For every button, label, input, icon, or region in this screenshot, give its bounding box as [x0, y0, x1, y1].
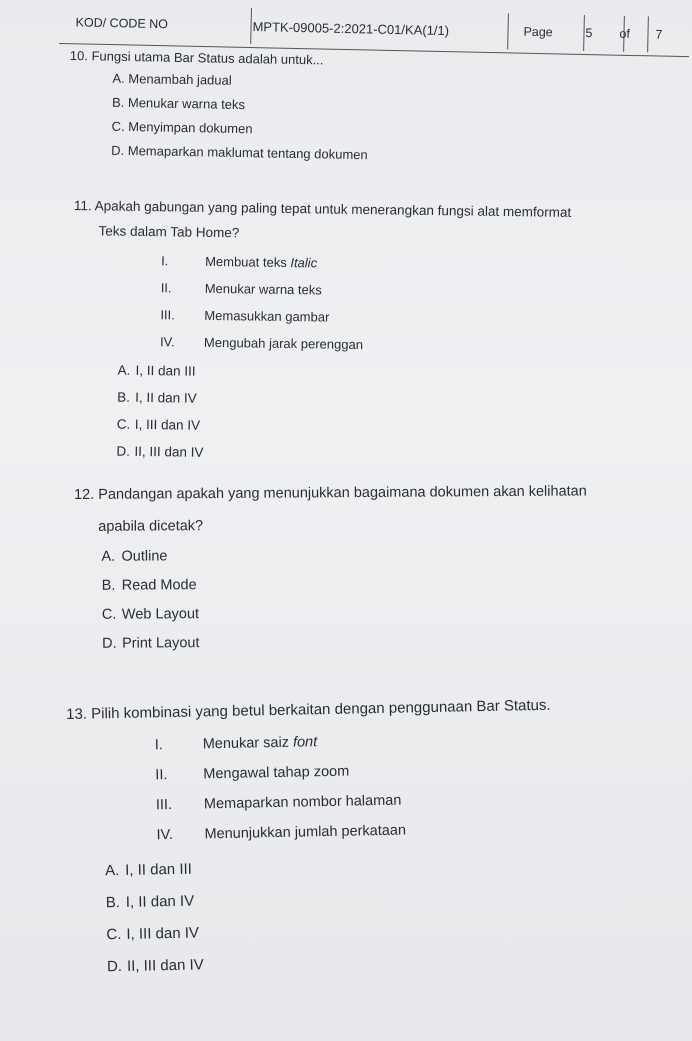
option-letter: B.: [105, 894, 121, 912]
statement-text: Membuat teks: [205, 253, 287, 270]
option-letter: B.: [101, 577, 116, 594]
option-text: Web Layout: [121, 606, 200, 623]
code-label-cell: [59, 4, 252, 44]
question-11-option-b: [117, 390, 569, 411]
option-letter: D.: [102, 635, 117, 652]
question-13-option-c: [106, 918, 555, 944]
question-11-statement-1: [161, 253, 571, 274]
statement-text: Mengubah jarak perenggan: [203, 334, 364, 353]
option-text: II, III dan IV: [134, 443, 204, 460]
question-12-stem-line2: apabila dicetak?: [98, 518, 204, 535]
option-letter: C.: [106, 925, 122, 944]
statement-text: Menukar saiz: [202, 734, 290, 753]
option-text: I, III dan IV: [134, 416, 201, 433]
statement-num: IV.: [159, 334, 175, 350]
question-12-stem-line1: 12. Pandangan apakah yang menunjukkan bagaimana dokumen akan kelihatan: [74, 483, 587, 503]
statement-num: I.: [154, 737, 163, 754]
question-12-option-b: [102, 574, 588, 593]
option-text: Outline: [121, 548, 168, 565]
question-11-stem-line2: Teks dalam Tab Home?: [98, 223, 240, 241]
page-current: 5: [585, 26, 593, 41]
question-12-option-a: [101, 545, 587, 564]
statement-text: Menukar warna teks: [204, 280, 322, 298]
option-letter: C.: [116, 416, 131, 432]
question-12-option-d: [102, 632, 588, 651]
statement-text: Memaparkan nombor halaman: [203, 792, 402, 813]
question-13-option-b: [106, 886, 555, 912]
statement-text: Memasukkan gambar: [204, 307, 330, 325]
question-13-option-a: [105, 854, 554, 880]
question-11-option-c: [117, 417, 569, 438]
option-text: I, III dan IV: [126, 924, 200, 943]
page-label: Page: [523, 24, 553, 40]
question-11-option-a: [117, 363, 569, 384]
question-10-stem: 10. Fungsi utama Bar Status adalah untuk...: [69, 48, 324, 68]
question-12: [74, 483, 588, 652]
question-11: [70, 198, 571, 465]
option-letter: B.: [117, 389, 131, 405]
question-10-option-b: B. Menukar warna teks: [111, 94, 246, 113]
code-value: MPTK-09005-2:2021-C01/KA(1/1): [252, 18, 450, 38]
question-10-option-d: D. Memaparkan maklumat tentang dokumen: [111, 142, 368, 163]
option-letter: D.: [106, 957, 123, 976]
statement-num: I.: [161, 253, 169, 269]
statement-italic-word: font: [292, 734, 318, 751]
question-13-statement-2: [155, 760, 552, 784]
question-10-option-c: C. Menyimpan dokumen: [111, 118, 253, 137]
option-letter: A.: [117, 362, 131, 378]
question-11-stem-line1: 11. Apakah gabungan yang paling tepat untuk menerangkan fungsi alat memformat: [73, 198, 572, 220]
question-13-statement-4: [156, 820, 553, 844]
statement-num: III.: [160, 307, 175, 323]
question-13-stem: 13. Pilih kombinasi yang betul berkaitan dengan penggunaan Bar Status.: [66, 696, 551, 723]
statement-text: Mengawal tahap zoom: [203, 763, 350, 783]
question-10: [68, 48, 369, 162]
statement-num: II.: [155, 767, 168, 784]
page-total-cell: [641, 16, 692, 53]
option-text: I, II dan III: [135, 362, 196, 379]
code-value-cell: [236, 8, 509, 50]
question-10-option-a: A. Menambah jadual: [112, 70, 232, 88]
statement-num: III.: [155, 796, 173, 814]
question-11-statement-3: [160, 307, 570, 328]
option-letter: D.: [116, 443, 131, 459]
option-letter: A.: [101, 548, 116, 565]
page-total: 7: [655, 27, 663, 42]
statement-num: IV.: [156, 826, 174, 844]
option-letter: A.: [105, 862, 120, 880]
option-text: I, II dan IV: [125, 892, 195, 911]
option-text: Print Layout: [122, 635, 200, 652]
question-13-statement-3: [156, 790, 553, 814]
statement-italic-word: Italic: [290, 255, 318, 271]
of-label: of: [619, 26, 631, 41]
question-13: [66, 697, 556, 976]
option-text: I, II dan IV: [135, 389, 197, 406]
question-12-option-c: [102, 603, 588, 622]
question-11-statement-4: [160, 334, 570, 355]
question-13-statement-1: [155, 730, 552, 754]
statement-num: II.: [160, 280, 172, 296]
option-letter: C.: [101, 606, 117, 623]
option-text: Read Mode: [121, 577, 197, 594]
statement-text: Menunjukkan jumlah perkataan: [204, 822, 407, 843]
question-13-option-d: [107, 950, 556, 976]
question-11-option-d: [116, 444, 568, 465]
code-label: KOD/ CODE NO: [75, 15, 169, 32]
question-11-statement-2: [161, 280, 571, 301]
option-text: II, III dan IV: [126, 956, 204, 975]
option-text: I, II dan III: [125, 860, 193, 879]
